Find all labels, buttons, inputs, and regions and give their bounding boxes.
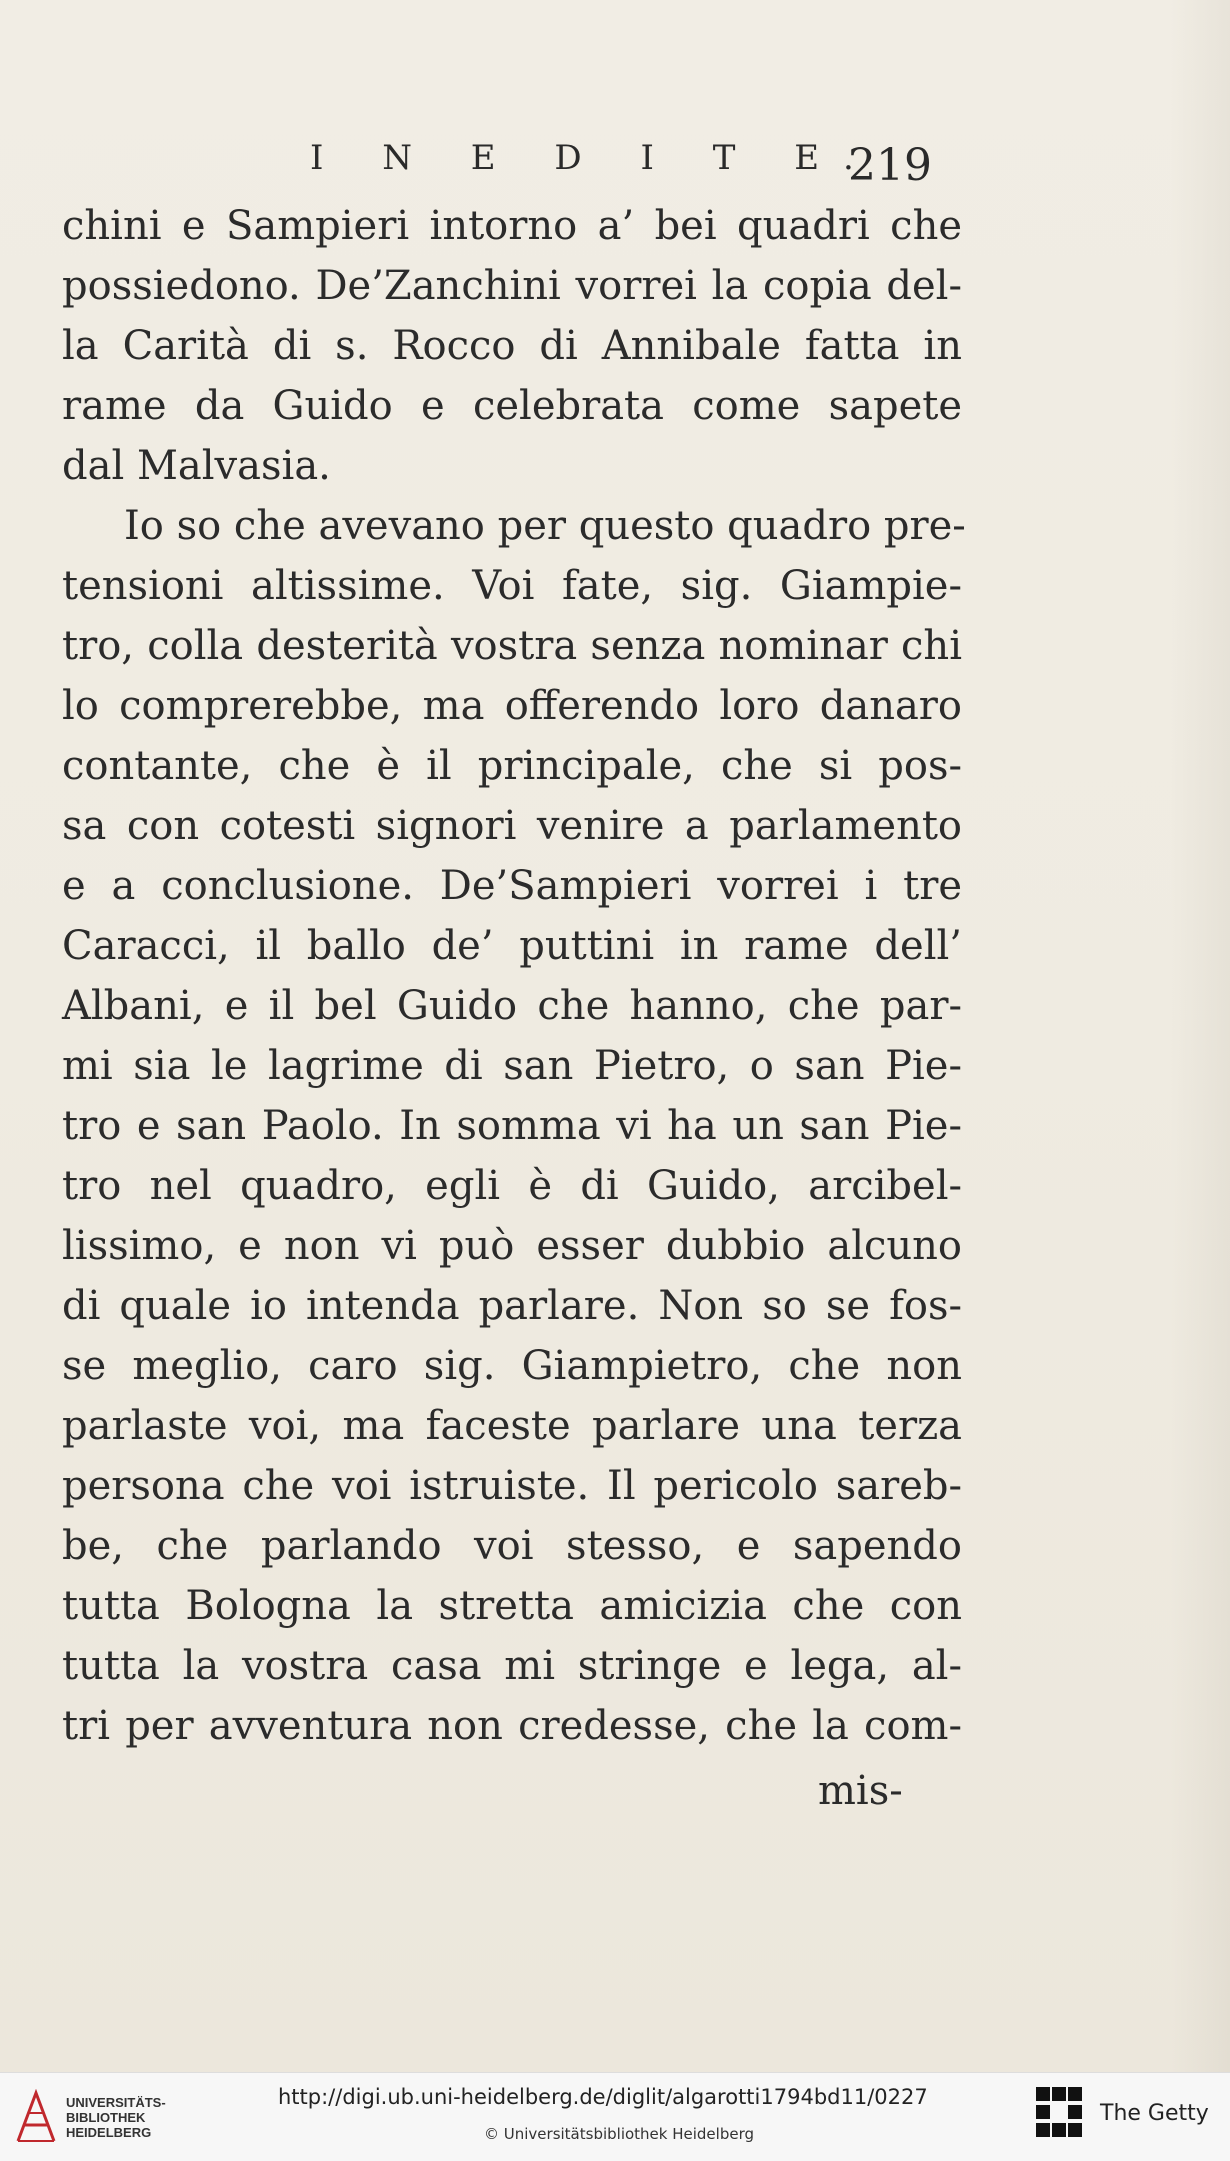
text-line: dal Malvasia. bbox=[62, 443, 331, 489]
text-line: lissimo, e non vi può esser dubbio alcuno bbox=[62, 1223, 962, 1269]
text-line: Io so che avevano per questo quadro pre- bbox=[124, 503, 966, 549]
text-line: tensioni altissime. Voi fate, sig. Giampie- bbox=[62, 563, 962, 609]
getty-mark-icon bbox=[1034, 2085, 1084, 2141]
copyright-notice: © Universitätsbibliothek Heidelberg bbox=[484, 2125, 755, 2143]
text-line: sa con cotesti signori venire a parlamento bbox=[62, 803, 962, 849]
text-line: la Carità di s. Rocco di Annibale fatta in bbox=[62, 323, 962, 369]
text-line: lo comprerebbe, ma offerendo loro danaro bbox=[62, 683, 962, 729]
library-logo[interactable] bbox=[14, 2089, 166, 2145]
text-line: tro nel quadro, egli è di Guido, arcibel- bbox=[62, 1163, 962, 1209]
text-line: persona che voi istruiste. Il pericolo sareb- bbox=[62, 1463, 962, 1509]
library-name-line: UNIVERSITÄTS- bbox=[66, 2094, 166, 2110]
library-name-line: HEIDELBERG bbox=[66, 2124, 152, 2140]
text-line: Caracci, il ballo de’ puttini in rame dell’ bbox=[62, 923, 962, 969]
partner-name: The Getty bbox=[1100, 2100, 1209, 2126]
text-line: contante, che è il principale, che si pos- bbox=[62, 743, 962, 789]
text-line: rame da Guido e celebrata come sapete bbox=[62, 383, 962, 429]
text-line: tri per avventura non credesse, che la com- bbox=[62, 1703, 962, 1749]
text-line: chini e Sampieri intorno a’ bei quadri che bbox=[62, 203, 962, 249]
text-line: se meglio, caro sig. Giampietro, che non bbox=[62, 1343, 962, 1389]
getty-logo[interactable] bbox=[1034, 2085, 1209, 2141]
text-line: tutta Bologna la stretta amicizia che con bbox=[62, 1583, 962, 1629]
text-line: parlaste voi, ma faceste parlare una terza bbox=[62, 1403, 962, 1449]
permalink-url[interactable]: http://digi.ub.uni-heidelberg.de/diglit/algarotti1794bd11/0227 bbox=[278, 2085, 928, 2109]
text-line: di quale io intenda parlare. Non so se fos- bbox=[62, 1283, 962, 1329]
page-number: 219 bbox=[848, 140, 932, 191]
text-line: possiedono. De’Zanchini vorrei la copia del- bbox=[62, 263, 962, 309]
footer-bar bbox=[0, 2072, 1230, 2161]
text-line: tro, colla desterità vostra senza nominar chi bbox=[62, 623, 962, 669]
heidelberg-logo-icon bbox=[14, 2089, 58, 2145]
text-line: e a conclusione. De’Sampieri vorrei i tre bbox=[62, 863, 962, 909]
text-line: be, che parlando voi stesso, e sapendo bbox=[62, 1523, 962, 1569]
text-line: tro e san Paolo. In somma vi ha un san Pie- bbox=[62, 1103, 962, 1149]
body-text bbox=[62, 196, 966, 1756]
catchword: mis- bbox=[818, 1768, 903, 1814]
text-line: tutta la vostra casa mi stringe e lega, al- bbox=[62, 1643, 962, 1689]
library-name-line: BIBLIOTHEK bbox=[66, 2109, 146, 2125]
running-head: I N E D I T E. bbox=[310, 138, 878, 178]
text-line: mi sia le lagrime di san Pietro, o san Pie- bbox=[62, 1043, 962, 1089]
library-name bbox=[66, 2095, 166, 2140]
text-line: Albani, e il bel Guido che hanno, che par- bbox=[62, 983, 962, 1029]
